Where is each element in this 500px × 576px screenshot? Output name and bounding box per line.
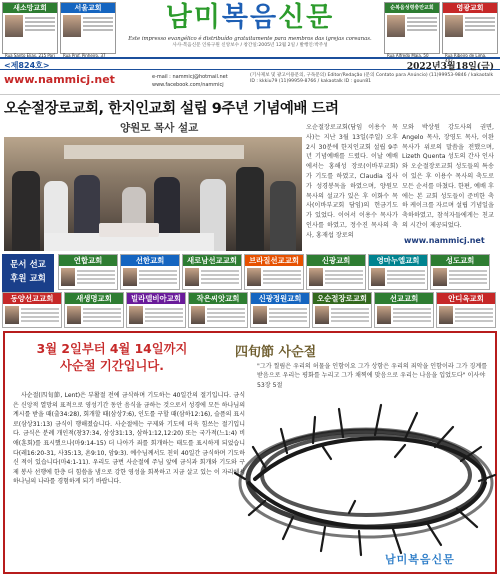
pastor-photo — [371, 268, 385, 286]
issue-date: 2022년3월18일(금) — [406, 62, 494, 72]
pastor-photo — [123, 268, 137, 286]
ad-left-2[interactable] — [60, 2, 116, 58]
pastor-photo — [5, 306, 19, 324]
church-listing[interactable] — [312, 292, 372, 328]
church-name: 빌라델비아교회 — [127, 293, 185, 304]
website-link[interactable]: www.nammicj.net — [4, 73, 115, 86]
pastor-photo — [253, 306, 267, 324]
newspaper-logo — [118, 0, 382, 56]
ad-sub: Rua Ribeiro de Lima, 442 — [445, 53, 487, 63]
church-name: 선교교회 — [375, 293, 433, 304]
issue-bar — [0, 57, 500, 70]
church-listing[interactable] — [188, 292, 248, 328]
tagline: Este impresso evangélico é distribuído gratuitamente para membros das igrejas coreanas. — [128, 36, 372, 42]
church-listing[interactable] — [120, 254, 180, 290]
pastor-photo — [439, 306, 453, 324]
ad-right-1[interactable] — [384, 2, 440, 58]
church-name: 새로남선교교회 — [183, 255, 241, 266]
church-listing[interactable] — [306, 254, 366, 290]
lent-heading: 四旬節 사순절 — [235, 345, 317, 360]
pastor-photo — [5, 15, 23, 37]
church-listing[interactable] — [182, 254, 242, 290]
lent-title-line-1: 3월 2일부터 4월 14일까지 — [36, 342, 188, 356]
email-link[interactable]: e-mail : nammicj@hotmail.net — [152, 74, 228, 80]
church-name: 신광교회 — [307, 255, 365, 266]
celebration-cake — [99, 223, 159, 237]
label-line-1: 문서 선교 — [10, 260, 46, 270]
church-listing[interactable] — [64, 292, 124, 328]
lent-title — [7, 341, 217, 375]
ad-sub: Rua Santo Elias, 215 Pari — [5, 53, 55, 58]
church-name: 안디옥교회 — [437, 293, 495, 304]
church-name: 연합교회 — [59, 255, 117, 266]
church-name: 동양선교교회 — [3, 293, 61, 304]
story-photo[interactable] — [4, 137, 302, 251]
pastor-photo — [185, 268, 199, 286]
pastor-photo — [63, 15, 81, 37]
church-listing[interactable] — [2, 292, 62, 328]
ad-right-2[interactable] — [442, 2, 498, 63]
pastor-photo — [247, 268, 261, 286]
church-name: 작은씨앗교회 — [189, 293, 247, 304]
directory-label — [2, 254, 54, 292]
church-listing[interactable] — [430, 254, 490, 290]
site-url-badge[interactable]: www.nammicj.net — [404, 236, 485, 245]
pastor-photo — [61, 268, 75, 286]
ad-left-1[interactable] — [2, 2, 58, 58]
church-directory — [0, 252, 500, 324]
church-listing[interactable] — [250, 292, 310, 328]
scripture-quote: "그가 찔림은 우리의 허물을 인함이요 그가 상함은 우리의 죄악을 인함이라 그가 징계를 받음으로 우리는 평화를 누리고 그가 채찍에 맞음으로 우리는 나음을 입었도다" 이사야 53장 5절 — [257, 363, 488, 389]
pastor-photo — [309, 268, 323, 286]
story-byline: 양원모 목사 설교 — [120, 122, 199, 134]
church-name: 성도교회 — [431, 255, 489, 266]
church-name: 영마누엘교회 — [369, 255, 427, 266]
lent-title-line-2: 사순절 기간입니다. — [60, 359, 164, 373]
story-column-2: 모와 박상원 강도사의 권면, Angelo 목사, 장영도 목사, 이완 목사가 위로의 말씀을 전했으며, Lizeth Quenta 성도의 간사 인사와 오순절장로교회 성도들의 특송이 있은 후 이용수 목사의 축도로 모든 순서를 마쳤다. 한편, 예배 후에는 본 교회 성도들이 준비한 축하 케이크를 자르며 설립 기념일을 축하하였고, 참석자들에게는 친교의 시간이 제공되었다. — [402, 124, 494, 229]
church-banner — [64, 145, 244, 159]
ad-sub: Rua Prof. Pinheiro, 37 — [63, 53, 106, 58]
church-listing[interactable] — [244, 254, 304, 290]
story-column-1: 오순절장로교회(담임 이용수 목사)는 지난 3월 13일(주일) 오후 2시 30분에 한지인교회 설립 9주년 기념예배를 드렸다. 이날 예배에서는 홍해성 장로(이바부교회)가 기도를 하였고, Claudia 집사가 성경봉독을 하였으며, 양원모 목사의 설교가 있은 후 이화수 목사(이바부교회 담임)의 헌금기도가 있었다. 이어서 이용수 목사가 인사를 하였고, 정수진 목사의 축사, 홍재섭 장로의 — [306, 124, 398, 239]
church-name: 신광정원교회 — [251, 293, 309, 304]
contact-links — [152, 73, 228, 89]
pastor-photo — [315, 306, 329, 324]
church-listing[interactable] — [126, 292, 186, 328]
label-line-2: 후원 교회 — [10, 274, 46, 284]
church-name: 브라질선교교회 — [245, 255, 303, 266]
church-name: 오순절장로교회 — [313, 293, 371, 304]
ad-title: 새소망교회 — [3, 3, 57, 13]
church-name: 선한교회 — [121, 255, 179, 266]
issue-number: <제824호> — [4, 61, 50, 70]
church-name: 새생명교회 — [65, 293, 123, 304]
lent-body-text: 사순절(四旬節, Lent)은 부활절 전에 금식하며 기도하는 40일간의 절기입니다. 금식은 신앙적 열망의 표적으로 영성기간 동안 음식을 금하는 것으로서 성경에 모든 하나님의 계시를 받을 때(출34:28), 회개할 때(삼상7:6), 인도를 구할 때(삼하12:16), 슬픔의 표시로(삼상31:13) 금식이 행해졌습니다. 사순절에는 구제와 기도에 더욱 힘쓰는 절기입니다. 금식은 분례 개인적(창37:34, 삼상31:13, 삼하1:12,12:20) 또는 국가적(느1:4) 비애(훈회)를 표시했으나(마9:14-15) 더 나아가 죄를 회개하는 태도를 표시하게 되었습니다(레16:20-31, 사35:13, 욘9:10, 암9:3). 예수님께서도 친히 40일간 금식하며 기도하신 적이 있습니다(마4:1-11). 우리도 금번 사순절에 주님 앞에 금식과 회개와 기도와 구제 봉사 선행에 한층 더 힘씀을 냄으로 강한 영성을 회복하고 지금 살고 있는 이 자리에서 하나님의 나라를 경험하게 되기 바랍니다. — [13, 392, 245, 486]
newspaper-logo-footer: 남미복음신문 — [385, 553, 455, 566]
ad-title: 영광교회 — [443, 3, 497, 13]
pastor-photo — [445, 15, 463, 37]
masthead — [0, 0, 500, 63]
lent-article-body — [13, 391, 245, 571]
pastor-photo — [377, 306, 391, 324]
facebook-link[interactable]: www.facebook.com/nammicj — [152, 82, 224, 88]
logo-text: 남미복음신문 — [165, 2, 335, 33]
ad-sub: Rua Alfredo Maia, 50 — [387, 53, 429, 58]
contact-info: (기사제보 및 광고이용문의, 구독문의) Editor/Redação (문의 Contato para Anúncio) (11)99953-9846 / kakaotalk ID : kkkiu79 (11)99959-8766 / kakaotalk ID : goun81 — [250, 73, 494, 85]
crown-of-thorns-illustration — [235, 383, 497, 559]
pastor-photo — [129, 306, 143, 324]
registration-line: 사사-복음신문 인류구원 신앙보수 / 창간일:2005년 12월 2일 / 발행인:박주성 — [172, 43, 328, 48]
church-listing[interactable] — [436, 292, 496, 328]
ad-title: 서울교회 — [61, 3, 115, 13]
lent-feature — [3, 331, 497, 574]
church-listing[interactable] — [374, 292, 434, 328]
church-listing[interactable] — [368, 254, 428, 290]
top-story — [0, 94, 500, 250]
ad-title: 순복음성령충만교회 — [385, 3, 439, 13]
info-bar — [0, 71, 500, 93]
church-listing[interactable] — [58, 254, 118, 290]
pastor-photo — [67, 306, 81, 324]
pastor-photo — [387, 15, 405, 37]
pastor-photo — [433, 268, 447, 286]
story-headline[interactable]: 오순절장로교회, 한지인교회 설립 9주년 기념예배 드려 — [4, 101, 339, 117]
pastor-photo — [191, 306, 205, 324]
